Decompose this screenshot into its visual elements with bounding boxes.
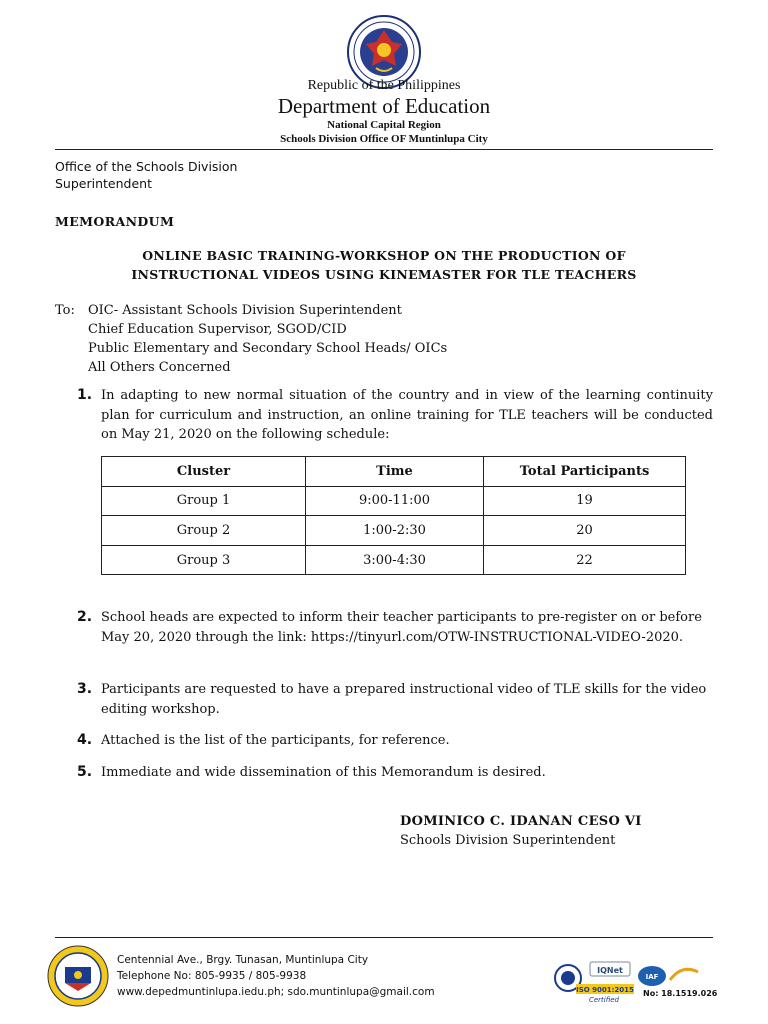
table-cell: 3:00-4:30 — [306, 545, 484, 575]
office-line: Superintendent — [55, 176, 152, 191]
certificate-number: No: 18.1519.026 — [643, 989, 718, 998]
recipient: All Others Concerned — [88, 360, 231, 375]
recipient: Public Elementary and Secondary School Heads/ OICs — [88, 341, 448, 356]
to-label: To: — [55, 303, 75, 318]
region-line: National Capital Region — [327, 119, 441, 131]
item-text: Participants are requested to have a prepared instructional video of TLE skills for the video editing workshop. — [101, 682, 707, 717]
schedule-table — [101, 456, 686, 575]
signatory-name: DOMINICO C. IDANAN CESO VI — [400, 814, 642, 829]
table-cell: 19 — [484, 486, 686, 516]
table-cell: Group 3 — [102, 545, 306, 575]
recipient: Chief Education Supervisor, SGOD/CID — [88, 322, 347, 337]
memo-item-2 — [77, 608, 713, 647]
svg-text:IAF: IAF — [645, 973, 659, 981]
memo-title-line-1: ONLINE BASIC TRAINING-WORKSHOP ON THE PRODUCTION OF — [142, 248, 626, 263]
item-number: 5. — [77, 764, 93, 780]
item-text: School heads are expected to inform their teacher participants to pre-register on or before May 20, 2020 through the link: https://tinyurl.com/OTW-INSTRUCTIONAL-VIDEO-2020. — [101, 610, 702, 645]
department-name: Department of Education — [277, 94, 491, 118]
footer-phone: Telephone No: 805-9935 / 805-9938 — [117, 970, 307, 982]
footer-contact — [117, 952, 435, 1000]
footer-divider — [55, 937, 713, 938]
division-line: Schools Division Office OF Muntinlupa City — [280, 133, 488, 145]
memo-item-4 — [77, 731, 713, 751]
table-cell: 1:00-2:30 — [306, 516, 484, 546]
footer-address: Centennial Ave., Brgy. Tunasan, Muntinlupa City — [117, 954, 369, 966]
office-block — [55, 158, 315, 192]
office-line: Office of the Schools Division — [55, 159, 238, 174]
column-header: Time — [306, 457, 484, 487]
table-cell: Group 2 — [102, 516, 306, 546]
svg-text:ISO 9001:2015: ISO 9001:2015 — [576, 986, 634, 994]
table-cell: 22 — [484, 545, 686, 575]
item-number: 4. — [77, 732, 93, 748]
item-text: In adapting to new normal situation of the country and in view of the learning continuity plan for curriculum and instruction, an online training for TLE teachers will be conducted on May 21, 2020 on the following schedule: — [101, 388, 713, 442]
recipient: OIC- Assistant Schools Division Superintendent — [88, 303, 402, 318]
republic-line: Republic of the Philippines — [307, 78, 461, 93]
signatory-title: Schools Division Superintendent — [400, 833, 616, 848]
table-cell: 9:00-11:00 — [306, 486, 484, 516]
item-text: Attached is the list of the participants, for reference. — [101, 733, 450, 748]
memorandum-label: MEMORANDUM — [55, 214, 175, 229]
recipient-list — [88, 301, 447, 377]
table-header-row — [102, 457, 686, 487]
footer-web: www.depedmuntinlupa.iedu.ph; sdo.muntinlupa@gmail.com — [117, 986, 435, 998]
svg-text:IQNet: IQNet — [597, 966, 623, 975]
item-number: 1. — [77, 387, 93, 403]
column-header: Total Participants — [484, 457, 686, 487]
table-row — [102, 486, 686, 516]
memo-title-line-2: INSTRUCTIONAL VIDEOS USING KINEMASTER FOR TLE TEACHERS — [131, 267, 637, 282]
table-cell: Group 1 — [102, 486, 306, 516]
svg-text:Certified: Certified — [588, 996, 620, 1004]
item-number: 3. — [77, 681, 93, 697]
table-cell: 20 — [484, 516, 686, 546]
memo-item-1 — [77, 386, 713, 445]
table-row — [102, 545, 686, 575]
column-header: Cluster — [102, 457, 306, 487]
memo-item-5 — [77, 763, 713, 783]
table-row — [102, 516, 686, 546]
memo-item-3 — [77, 680, 713, 719]
division-office-logo — [47, 945, 109, 1007]
item-text: Immediate and wide dissemination of this Memorandum is desired. — [101, 765, 546, 780]
header-divider — [55, 149, 713, 150]
item-number: 2. — [77, 609, 93, 625]
